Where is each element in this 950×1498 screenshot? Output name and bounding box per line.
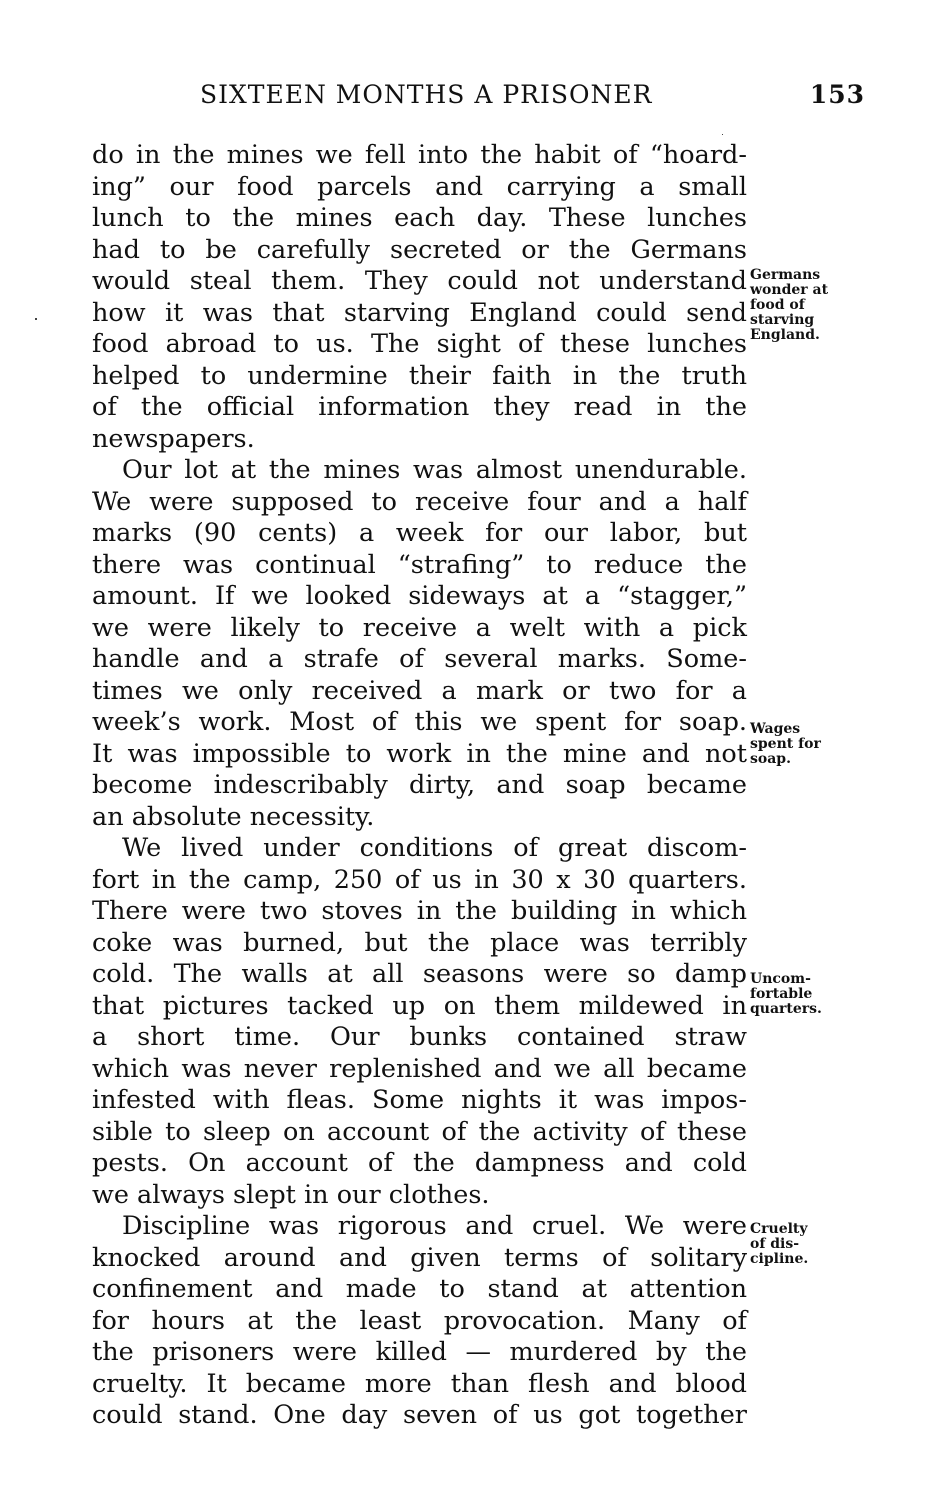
text-line: cold. The walls at all seasons were so damp [92,959,747,989]
text-line: There were two stoves in the building in which [92,896,747,926]
side-note-uncomfortable-quarters [750,972,860,1017]
text-line: infested with fleas. Some nights it was impos- [92,1085,747,1115]
scan-speck [722,134,723,135]
text-line: marks (90 cents) a week for our labor, but [92,518,747,548]
side-note-line: Germans [750,267,821,283]
side-note-line: spent for [750,736,821,752]
text-line: ing” our food parcels and carrying a small [92,171,747,202]
side-note-line: wonder at [750,282,829,298]
side-note-cruelty-discipline [750,1222,860,1267]
text-line: confinement and made to stand at attention [92,1274,747,1304]
text-line: which was never replenished and we all became [92,1053,747,1084]
text-line: there was continual “strafing” to reduce the [92,549,747,580]
paragraph [92,140,747,455]
text-line: We were supposed to receive four and a half [92,486,747,517]
text-line: we always slept in our clothes. [92,1179,490,1210]
text-line: coke was burned, but the place was terribly [92,927,747,958]
side-note-line: starving [750,312,815,328]
side-note-line: fortable [750,986,813,1002]
text-line: It was impossible to work in the mine and not [92,738,747,769]
side-note-line: Uncom- [750,971,811,987]
text-line: of the official information they read in the [92,392,747,422]
text-line: knocked around and given terms of solitary [92,1242,747,1273]
text-line: an absolute necessity. [92,801,375,832]
side-note-line: England. [750,327,820,343]
text-line: could stand. One day seven of us got together [92,1400,747,1430]
side-note-line: of dis- [750,1236,800,1252]
text-line: the prisoners were killed — murdered by the [92,1337,747,1367]
body-text [92,140,747,1432]
text-line: week’s work. Most of this we spent for soap. [92,707,747,737]
text-line: times we only received a mark or two for a [92,675,747,706]
paragraph [92,833,747,1211]
text-line: a short time. Our bunks contained straw [92,1022,747,1052]
side-note-line: Cruelty [750,1221,808,1237]
text-line: would steal them. They could not understand [92,266,747,296]
text-line: handle and a strafe of several marks. Some- [92,644,747,674]
side-note-germans-wonder [750,268,860,343]
text-line: become indescribably dirty, and soap became [92,770,747,800]
running-title: SIXTEEN MONTHS A PRISONER [200,80,653,109]
text-line: We lived under conditions of great discom- [122,833,747,863]
text-line: Our lot at the mines was almost unendurable. [122,455,747,485]
side-note-line: food of [750,297,805,313]
text-line: had to be carefully secreted or the Germans [92,234,747,265]
text-line: fort in the camp, 250 of us in 30 x 30 quarters. [92,864,747,895]
scan-speck [35,318,37,320]
text-line: do in the mines we fell into the habit of “hoard- [92,140,747,170]
text-line: how it was that starving England could send [92,297,747,328]
text-line: food abroad to us. The sight of these lunches [92,329,747,359]
side-note-wages-soap [750,722,860,767]
page-header [200,80,865,120]
side-note-line: soap. [750,751,791,767]
side-note-line: Wages [750,721,801,737]
paragraph [92,455,747,833]
text-line: sible to sleep on account of the activity of these [92,1116,747,1147]
text-line: cruelty. It became more than flesh and blood [92,1368,747,1399]
side-note-line: quarters. [750,1001,822,1017]
side-note-line: cipline. [750,1251,809,1267]
text-line: newspapers. [92,423,255,454]
text-line: pests. On account of the dampness and cold [92,1148,747,1178]
text-line: amount. If we looked sideways at a “stagger,” [92,581,747,611]
text-line: lunch to the mines each day. These lunches [92,203,747,233]
text-line: helped to undermine their faith in the truth [92,360,747,391]
text-line: we were likely to receive a welt with a pick [92,612,747,643]
paragraph [92,1211,747,1432]
text-line: Discipline was rigorous and cruel. We were [122,1211,747,1241]
page-number: 153 [809,80,865,109]
text-line: that pictures tacked up on them mildewed in [92,990,747,1021]
text-line: for hours at the least provocation. Many of [92,1305,747,1336]
